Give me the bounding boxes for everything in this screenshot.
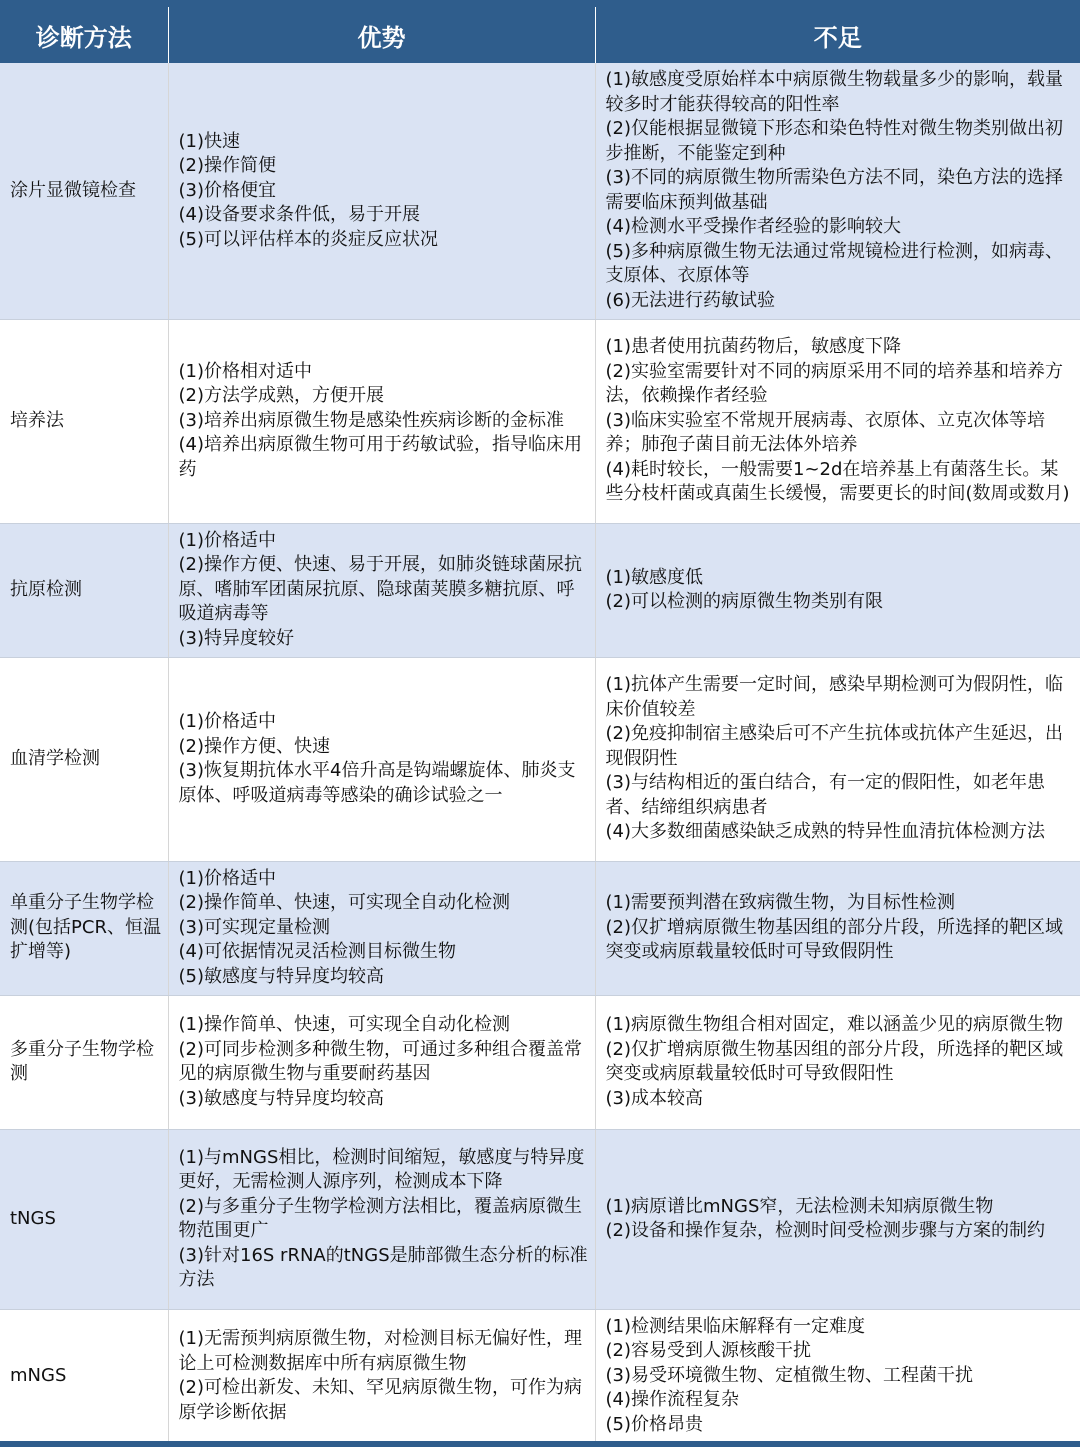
disadvantage-item: (1)抗体产生需要一定时间，感染早期检测可为假阴性，临床价值较差 [605, 674, 1063, 720]
advantage-item: (4)设备要求条件低，易于开展 [178, 204, 420, 225]
disadvantage-item: (4)操作流程复杂 [605, 1389, 739, 1411]
advantage-item: (3)针对16S rRNA的tNGS是肺部微生态分析的标准方法 [178, 1244, 588, 1290]
advantage-item: (1)价格适中 [178, 711, 276, 732]
disadvantage-item: (2)可以检测的病原微生物类别有限 [605, 591, 883, 612]
disadvantage-item: (1)病原微生物组合相对固定，难以涵盖少见的病原微生物 [605, 1014, 1063, 1035]
method-name: 涂片显微镜检查 [10, 179, 136, 201]
disadvantages-cell [595, 1129, 1080, 1309]
header-advantages: 优势 [168, 7, 595, 63]
disadvantage-item: (3)不同的病原微生物所需染色方法不同，染色方法的选择需要临床预判做基础 [605, 167, 1063, 213]
advantage-item: (1)操作简单、快速，可实现全自动化检测 [178, 1014, 510, 1035]
advantage-item: (1)快速 [178, 130, 240, 152]
table-row [0, 523, 1080, 657]
header-method: 诊断方法 [0, 7, 168, 63]
disadvantage-item: (2)容易受到人源核酸干扰 [605, 1340, 811, 1362]
advantage-item: (1)价格适中 [178, 529, 276, 551]
disadvantage-item: (3)临床实验室不常规开展病毒、衣原体、立克次体等培养；肺孢子菌目前无法体外培养 [605, 409, 1045, 456]
disadvantage-item: (1)敏感度受原始样本中病原微生物载量多少的影响，载量较多时才能获得较高的阳性率 [605, 69, 1063, 115]
disadvantage-item: (3)易受环境微生物、定植微生物、工程菌干扰 [605, 1364, 973, 1386]
disadvantages-cell [595, 523, 1080, 657]
method-name: tNGS [10, 1207, 56, 1229]
advantages-cell [168, 861, 595, 995]
disadvantage-item: (2)仅扩增病原微生物基因组的部分片段，所选择的靶区域突变或病原载量较低时可导致假阳性 [605, 1038, 1063, 1084]
disadvantage-item: (2)仅扩增病原微生物基因组的部分片段，所选择的靶区域突变或病原载量较低时可导致假阴性 [605, 916, 1063, 963]
disadvantages-cell [595, 995, 1080, 1129]
advantage-item: (3)培养出病原微生物是感染性疾病诊断的金标准 [178, 409, 564, 431]
advantage-item: (2)操作简便 [178, 155, 276, 176]
advantage-item: (2)操作方便、快速、易于开展，如肺炎链球菌尿抗原、嗜肺军团菌尿抗原、隐球菌荚膜多糖抗原、呼吸道病毒等 [178, 554, 582, 625]
table-header-row [0, 7, 1080, 63]
advantage-item: (2)方法学成熟，方便开展 [178, 385, 384, 407]
method-cell [0, 1309, 168, 1443]
disadvantage-item: (2)仅能根据显微镜下形态和染色特性对微生物类别做出初步推断，不能鉴定到种 [605, 118, 1063, 164]
disadvantage-item: (4)大多数细菌感染缺乏成熟的特异性血清抗体检测方法 [605, 821, 1045, 843]
table-row [0, 1309, 1080, 1443]
method-cell [0, 63, 168, 319]
table-row [0, 319, 1080, 523]
disadvantage-item: (3)与结构相近的蛋白结合，有一定的假阳性，如老年患者、结缔组织病患者 [605, 772, 1045, 818]
method-name: 血清学检测 [10, 747, 100, 769]
advantage-item: (3)恢复期抗体水平4倍升高是钩端螺旋体、肺炎支原体、呼吸道病毒等感染的确诊试验之一 [178, 760, 576, 806]
advantages-cell [168, 319, 595, 523]
advantages-cell [168, 523, 595, 657]
disadvantages-cell [595, 861, 1080, 995]
bottom-accent-bar [0, 1441, 1080, 1447]
method-cell [0, 1129, 168, 1309]
advantage-item: (2)操作方便、快速 [178, 735, 330, 757]
advantage-item: (1)与mNGS相比，检测时间缩短，敏感度与特异度更好，无需检测人源序列，检测成本下降 [178, 1146, 585, 1192]
advantage-item: (4)可依据情况灵活检测目标微生物 [178, 941, 456, 963]
advantages-cell [168, 995, 595, 1129]
disadvantage-item: (5)价格昂贵 [605, 1413, 703, 1435]
disadvantage-item: (1)检测结果临床解释有一定难度 [605, 1315, 865, 1337]
top-accent-bar [0, 0, 1080, 7]
disadvantage-item: (3)成本较高 [605, 1087, 703, 1109]
advantage-item: (3)可实现定量检测 [178, 916, 330, 938]
method-cell [0, 523, 168, 657]
disadvantage-item: (6)无法进行药敏试验 [605, 289, 775, 311]
disadvantage-item: (2)设备和操作复杂，检测时间受检测步骤与方案的制约 [605, 1220, 1045, 1241]
advantage-item: (5)可以评估样本的炎症反应状况 [178, 228, 438, 250]
method-cell [0, 995, 168, 1129]
table-row [0, 995, 1080, 1129]
method-cell [0, 319, 168, 523]
table-row [0, 63, 1080, 319]
disadvantage-item: (1)患者使用抗菌药物后，敏感度下降 [605, 336, 901, 358]
table-row [0, 861, 1080, 995]
method-name: 多重分子生物学检测 [10, 1038, 154, 1084]
disadvantages-cell [595, 657, 1080, 861]
method-name: 抗原检测 [10, 578, 82, 600]
advantage-item: (1)无需预判病原微生物，对检测目标无偏好性，理论上可检测数据库中所有病原微生物 [178, 1328, 582, 1374]
table-row [0, 1129, 1080, 1309]
advantage-item: (4)培养出病原微生物可用于药敏试验，指导临床用药 [178, 434, 582, 480]
advantages-cell [168, 657, 595, 861]
advantage-item: (2)可同步检测多种微生物，可通过多种组合覆盖常见的病原微生物与重要耐药基因 [178, 1038, 582, 1084]
disadvantage-item: (1)敏感度低 [605, 566, 703, 588]
comparison-table [0, 7, 1080, 1444]
advantage-item: (1)价格相对适中 [178, 360, 312, 382]
advantages-cell [168, 63, 595, 319]
table-body [0, 63, 1080, 1443]
disadvantages-cell [595, 1309, 1080, 1443]
advantage-item: (2)可检出新发、未知、罕见病原微生物，可作为病原学诊断依据 [178, 1377, 582, 1423]
disadvantage-item: (4)耗时较长，一般需要1~2d在培养基上有菌落生长。某些分枝杆菌或真菌生长缓慢，需要更长的时间(数周或数月) [605, 458, 1070, 505]
method-name: mNGS [10, 1364, 67, 1386]
advantage-item: (3)特异度较好 [178, 627, 294, 649]
disadvantages-cell [595, 63, 1080, 319]
disadvantage-item: (4)检测水平受操作者经验的影响较大 [605, 216, 901, 238]
advantage-item: (3)价格便宜 [178, 179, 276, 201]
disadvantage-item: (5)多种病原微生物无法通过常规镜检进行检测，如病毒、支原体、衣原体等 [605, 240, 1063, 287]
disadvantage-item: (1)病原谱比mNGS窄，无法检测未知病原微生物 [605, 1195, 994, 1217]
advantage-item: (5)敏感度与特异度均较高 [178, 965, 384, 987]
method-cell [0, 861, 168, 995]
table-row [0, 657, 1080, 861]
method-name: 单重分子生物学检测(包括PCR、恒温扩增等) [10, 892, 161, 963]
disadvantage-item: (1)需要预判潜在致病微生物，为目标性检测 [605, 892, 955, 914]
advantages-cell [168, 1309, 595, 1443]
advantages-cell [168, 1129, 595, 1309]
disadvantage-item: (2)免疫抑制宿主感染后可不产生抗体或抗体产生延迟，出现假阴性 [605, 723, 1063, 769]
header-disadvantages: 不足 [595, 7, 1080, 63]
disadvantage-item: (2)实验室需要针对不同的病原采用不同的培养基和培养方法，依赖操作者经验 [605, 360, 1063, 407]
disadvantages-cell [595, 319, 1080, 523]
advantage-item: (1)价格适中 [178, 867, 276, 889]
advantage-item: (2)操作简单、快速，可实现全自动化检测 [178, 892, 510, 914]
method-cell [0, 657, 168, 861]
method-name: 培养法 [10, 409, 64, 431]
advantage-item: (3)敏感度与特异度均较高 [178, 1087, 384, 1109]
advantage-item: (2)与多重分子生物学检测方法相比，覆盖病原微生物范围更广 [178, 1195, 582, 1241]
